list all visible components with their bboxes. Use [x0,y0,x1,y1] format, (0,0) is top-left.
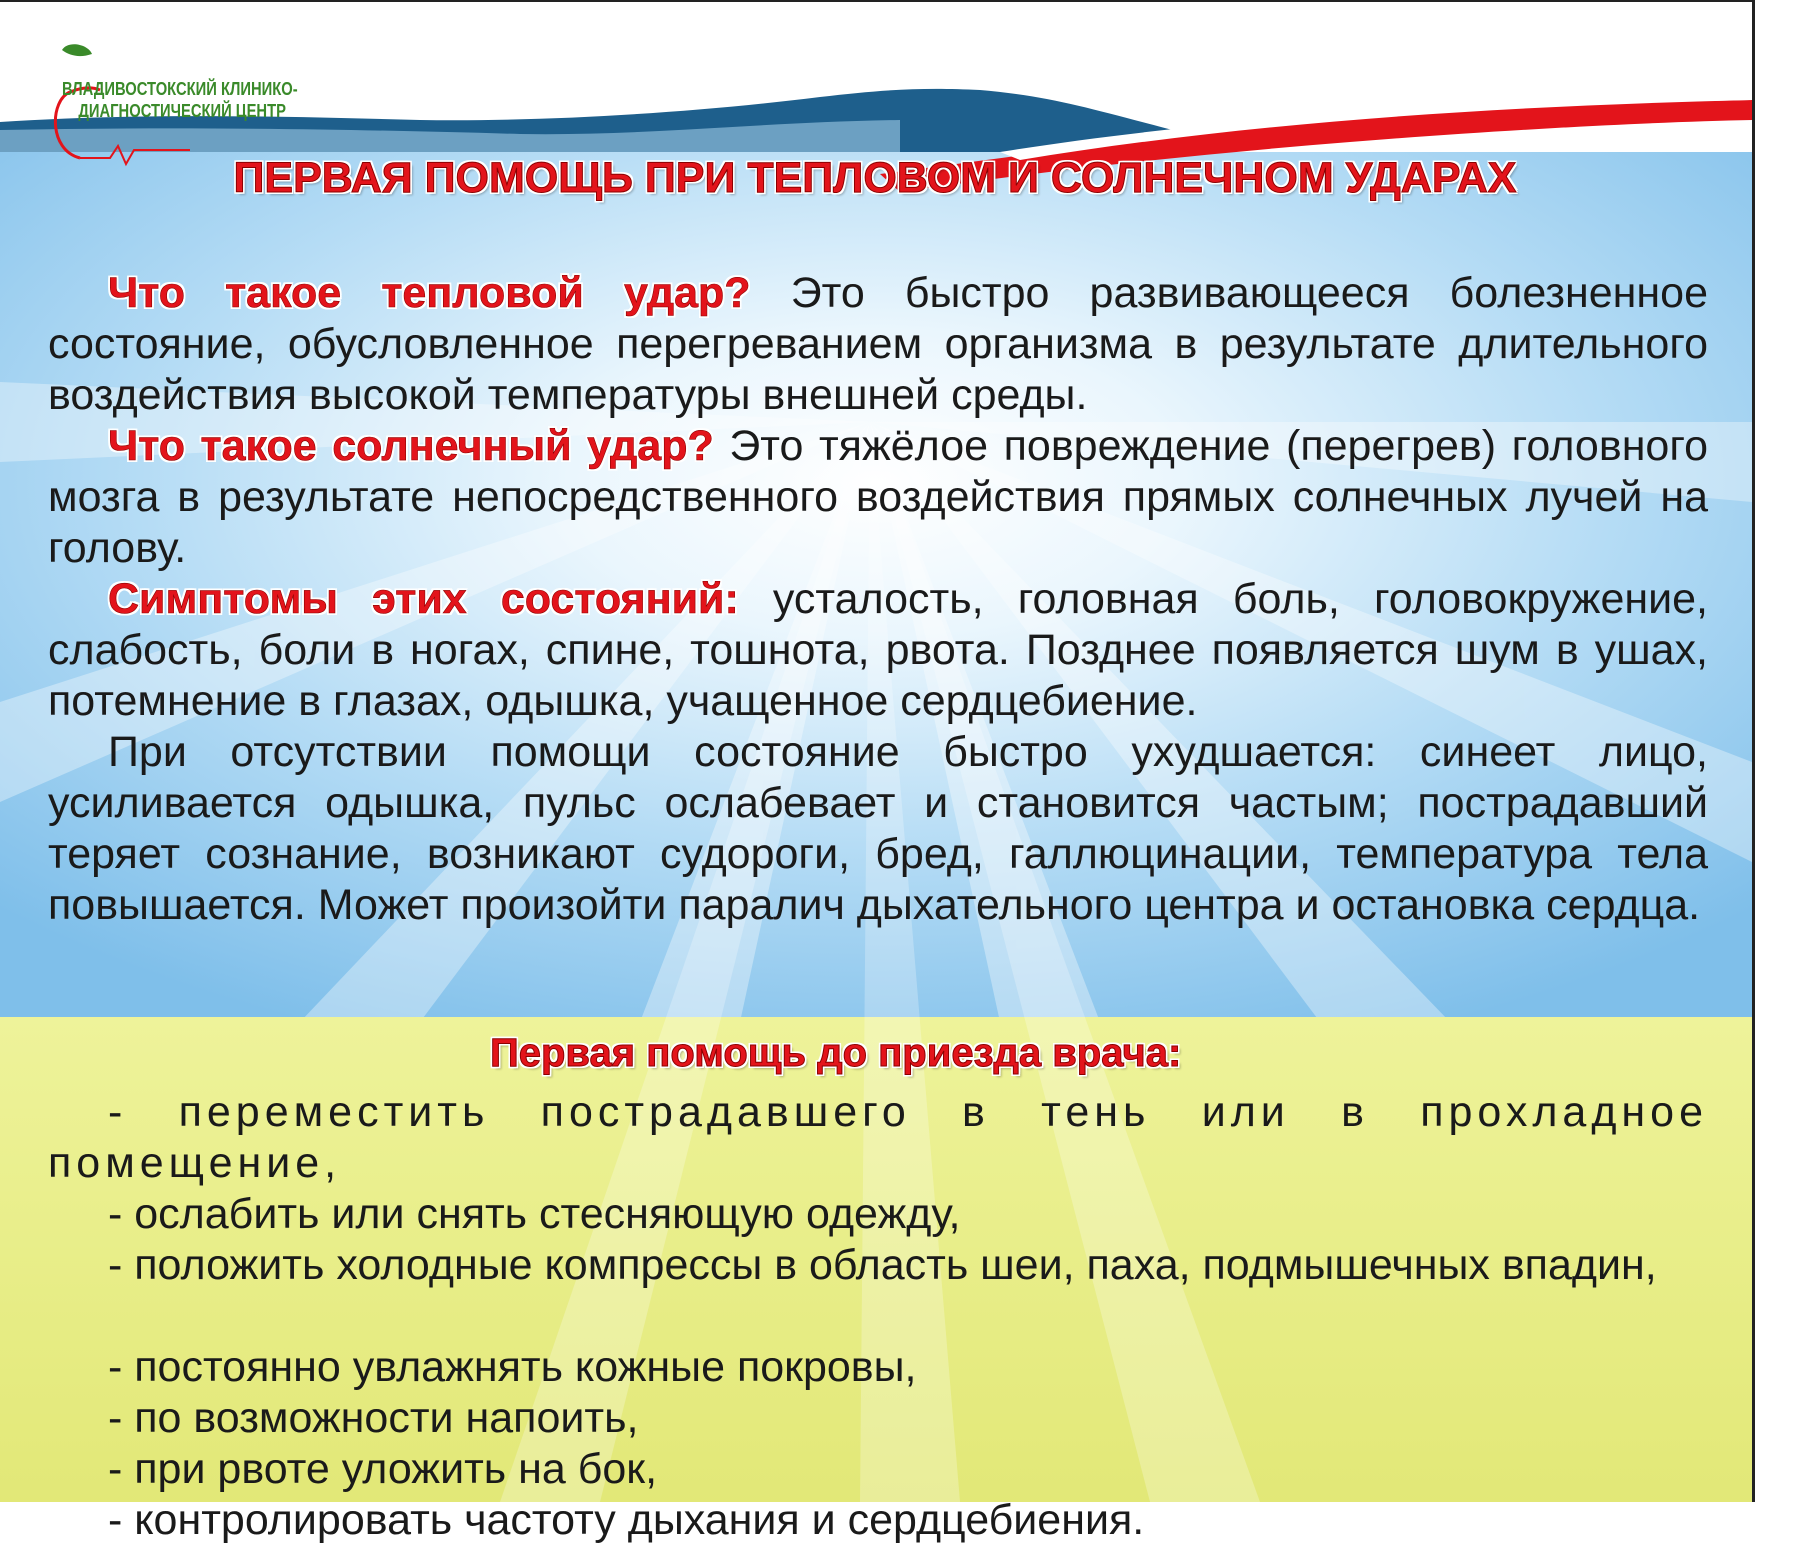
first-aid-step [48,1240,1708,1291]
paragraph-heat-stroke [48,268,1708,421]
logo [40,40,360,160]
poster-title: ПЕРВАЯ ПОМОЩЬ ПРИ ТЕПЛОВОМ И СОЛНЕЧНОМ УДАРАХ [233,154,1517,202]
first-aid-step [48,1444,1708,1495]
text-sun-stroke: Это тяжёлое повреждение (перегрев) головного мозга в результате непосредственного воздействия прямых солнечных лучей на голову. [48,422,1709,572]
text-symptoms: усталость, головная боль, головокружение, слабость, боли в ногах, спине, тошнота, рвота. Позднее появляется шум в ушах, потемнение в глазах, одышка, учащенное сердцебиение. [48,575,1708,725]
paragraph-progression [48,727,1708,931]
heading-symptoms: Симптомы этих состояний: [108,575,739,623]
paragraph-symptoms [48,574,1708,727]
logo-line-1: ВЛАДИВОСТОКСКИЙ КЛИНИКО- [62,79,298,99]
first-aid-step-text: - при рвоте уложить на бок, [108,1445,658,1493]
first-aid-step-text: - постоянно увлажнять кожные покровы, [108,1343,917,1391]
first-aid-step-text: - по возможности напоить, [108,1394,639,1442]
text-heat-stroke: Это быстро развивающееся болезненное состояние, обусловленное перегреванием организма в результате длительного воздействия высокой температуры внешней среды. [48,269,1708,419]
text-progression: При отсутствии помощи состояние быстро ухудшается: синеет лицо, усиливается одышка, пульс ослабевает и становится частым; пострадавший теряет сознание, возникают судороги, бред, галлюцинации, температура тела повышается. Может произойти паралич дыхательного центра и остановка сердца. [48,728,1708,929]
first-aid-title: Первая помощь до приезда врача: [490,1031,1182,1075]
heading-sun-stroke: Что такое солнечный удар? [108,422,714,470]
first-aid-step [48,1189,1708,1240]
first-aid-step [48,1087,1708,1189]
first-aid-step [48,1495,1708,1546]
first-aid-step [48,1342,1708,1393]
first-aid-step-text: - положить холодные компрессы в область шеи, паха, подмышечных впадин, [108,1241,1657,1289]
first-aid-step [48,1393,1708,1444]
logo-line-2: ДИАГНОСТИЧЕСКИЙ ЦЕНТР [78,101,286,121]
paragraph-sun-stroke [48,421,1708,574]
first-aid-step-text: - ослабить или снять стесняющую одежду, [108,1190,961,1238]
logo-text [62,78,308,122]
heading-heat-stroke: Что такое тепловой удар? [108,269,751,317]
first-aid-step-text: - переместить пострадавшего в тень или в прохладное помещение, [48,1088,1708,1187]
first-aid-step-text: - контролировать частоту дыхания и сердцебиения. [108,1496,1145,1544]
